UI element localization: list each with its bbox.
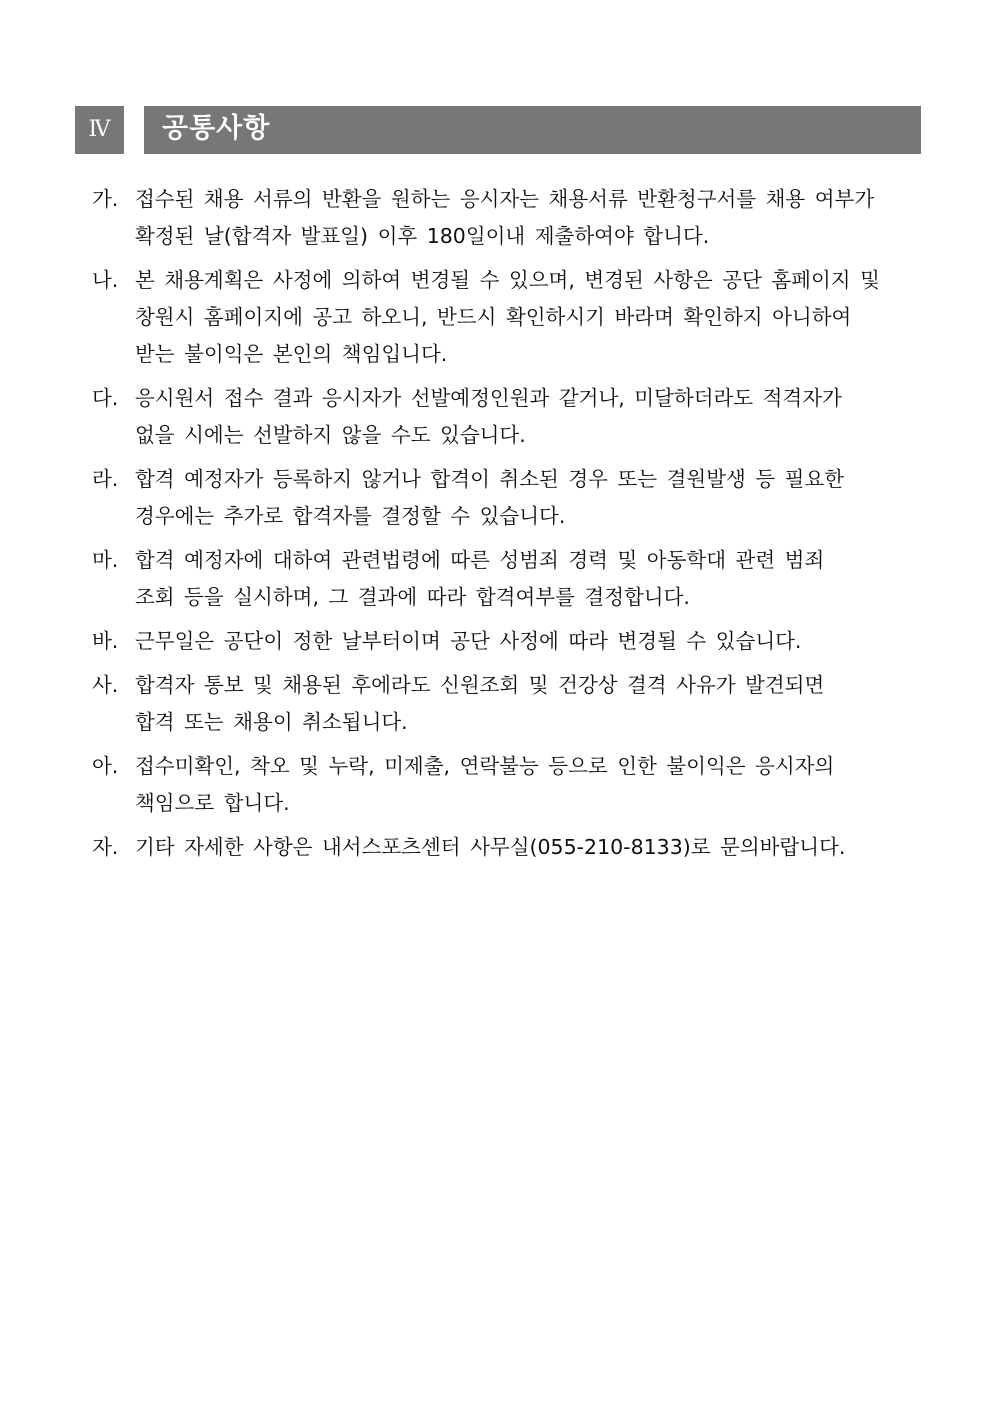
notice-item-marker: 나.	[92, 268, 119, 292]
notice-item-text-line: 합격 또는 채용이 취소됩니다.	[135, 710, 408, 734]
notice-item	[92, 542, 904, 616]
notice-item-marker: 사.	[92, 673, 119, 697]
notice-item	[92, 623, 904, 660]
notice-item-text-line: 확정된 날(합격자 발표일) 이후 180일이내 제출하여야 합니다.	[135, 224, 710, 248]
notice-item-text-line: 합격 예정자가 등록하지 않거나 합격이 취소된 경우 또는 결원발생 등 필요한	[135, 467, 845, 491]
notice-item-text-line: 접수미확인, 착오 및 누락, 미제출, 연락불능 등으로 인한 불이익은 응시자의	[135, 754, 835, 778]
notice-item	[92, 262, 904, 373]
notice-item	[92, 748, 904, 822]
notice-item-marker: 자.	[92, 835, 119, 859]
notice-item	[92, 181, 904, 255]
notice-item-marker: 마.	[92, 548, 119, 572]
notice-item-text-line: 책임으로 합니다.	[135, 791, 290, 815]
notice-list	[92, 181, 904, 873]
section-title: 공통사항	[162, 113, 271, 144]
notice-item	[92, 829, 904, 866]
notice-item-text-line: 응시원서 접수 결과 응시자가 선발예정인원과 같거나, 미달하더라도 적격자가	[135, 386, 842, 410]
notice-item-marker: 라.	[92, 467, 119, 491]
notice-item-text-line: 기타 자세한 사항은 내서스포츠센터 사무실(055-210-8133)로 문의바랍니다.	[135, 835, 846, 859]
notice-item	[92, 461, 904, 535]
notice-item-text-line: 없을 시에는 선발하지 않을 수도 있습니다.	[135, 423, 526, 447]
notice-item	[92, 380, 904, 454]
notice-item	[92, 667, 904, 741]
section-header	[75, 106, 921, 154]
notice-item-marker: 아.	[92, 754, 119, 778]
notice-item-text-line: 합격 예정자에 대하여 관련법령에 따른 성범죄 경력 및 아동학대 관련 범죄	[135, 548, 825, 572]
notice-item-marker: 다.	[92, 386, 119, 410]
section-number: Ⅳ	[75, 106, 124, 154]
notice-item-text-line: 접수된 채용 서류의 반환을 원하는 응시자는 채용서류 반환청구서를 채용 여부가	[135, 187, 875, 211]
notice-item-text-line: 받는 불이익은 본인의 책임입니다.	[135, 342, 448, 366]
notice-item-text-line: 경우에는 추가로 합격자를 결정할 수 있습니다.	[135, 504, 566, 528]
notice-item-marker: 바.	[92, 629, 119, 653]
notice-item-text-line: 본 채용계획은 사정에 의하여 변경될 수 있으며, 변경된 사항은 공단 홈페이지 및	[135, 268, 880, 292]
notice-item-text-line: 합격자 통보 및 채용된 후에라도 신원조회 및 건강상 결격 사유가 발견되면	[135, 673, 825, 697]
notice-item-marker: 가.	[92, 187, 119, 211]
notice-item-text-line: 근무일은 공단이 정한 날부터이며 공단 사정에 따라 변경될 수 있습니다.	[135, 629, 802, 653]
section-title-bar	[144, 106, 921, 154]
notice-item-text-line: 조회 등을 실시하며, 그 결과에 따라 합격여부를 결정합니다.	[135, 585, 690, 609]
notice-item-text-line: 창원시 홈페이지에 공고 하오니, 반드시 확인하시기 바라며 확인하지 아니하여	[135, 305, 852, 329]
